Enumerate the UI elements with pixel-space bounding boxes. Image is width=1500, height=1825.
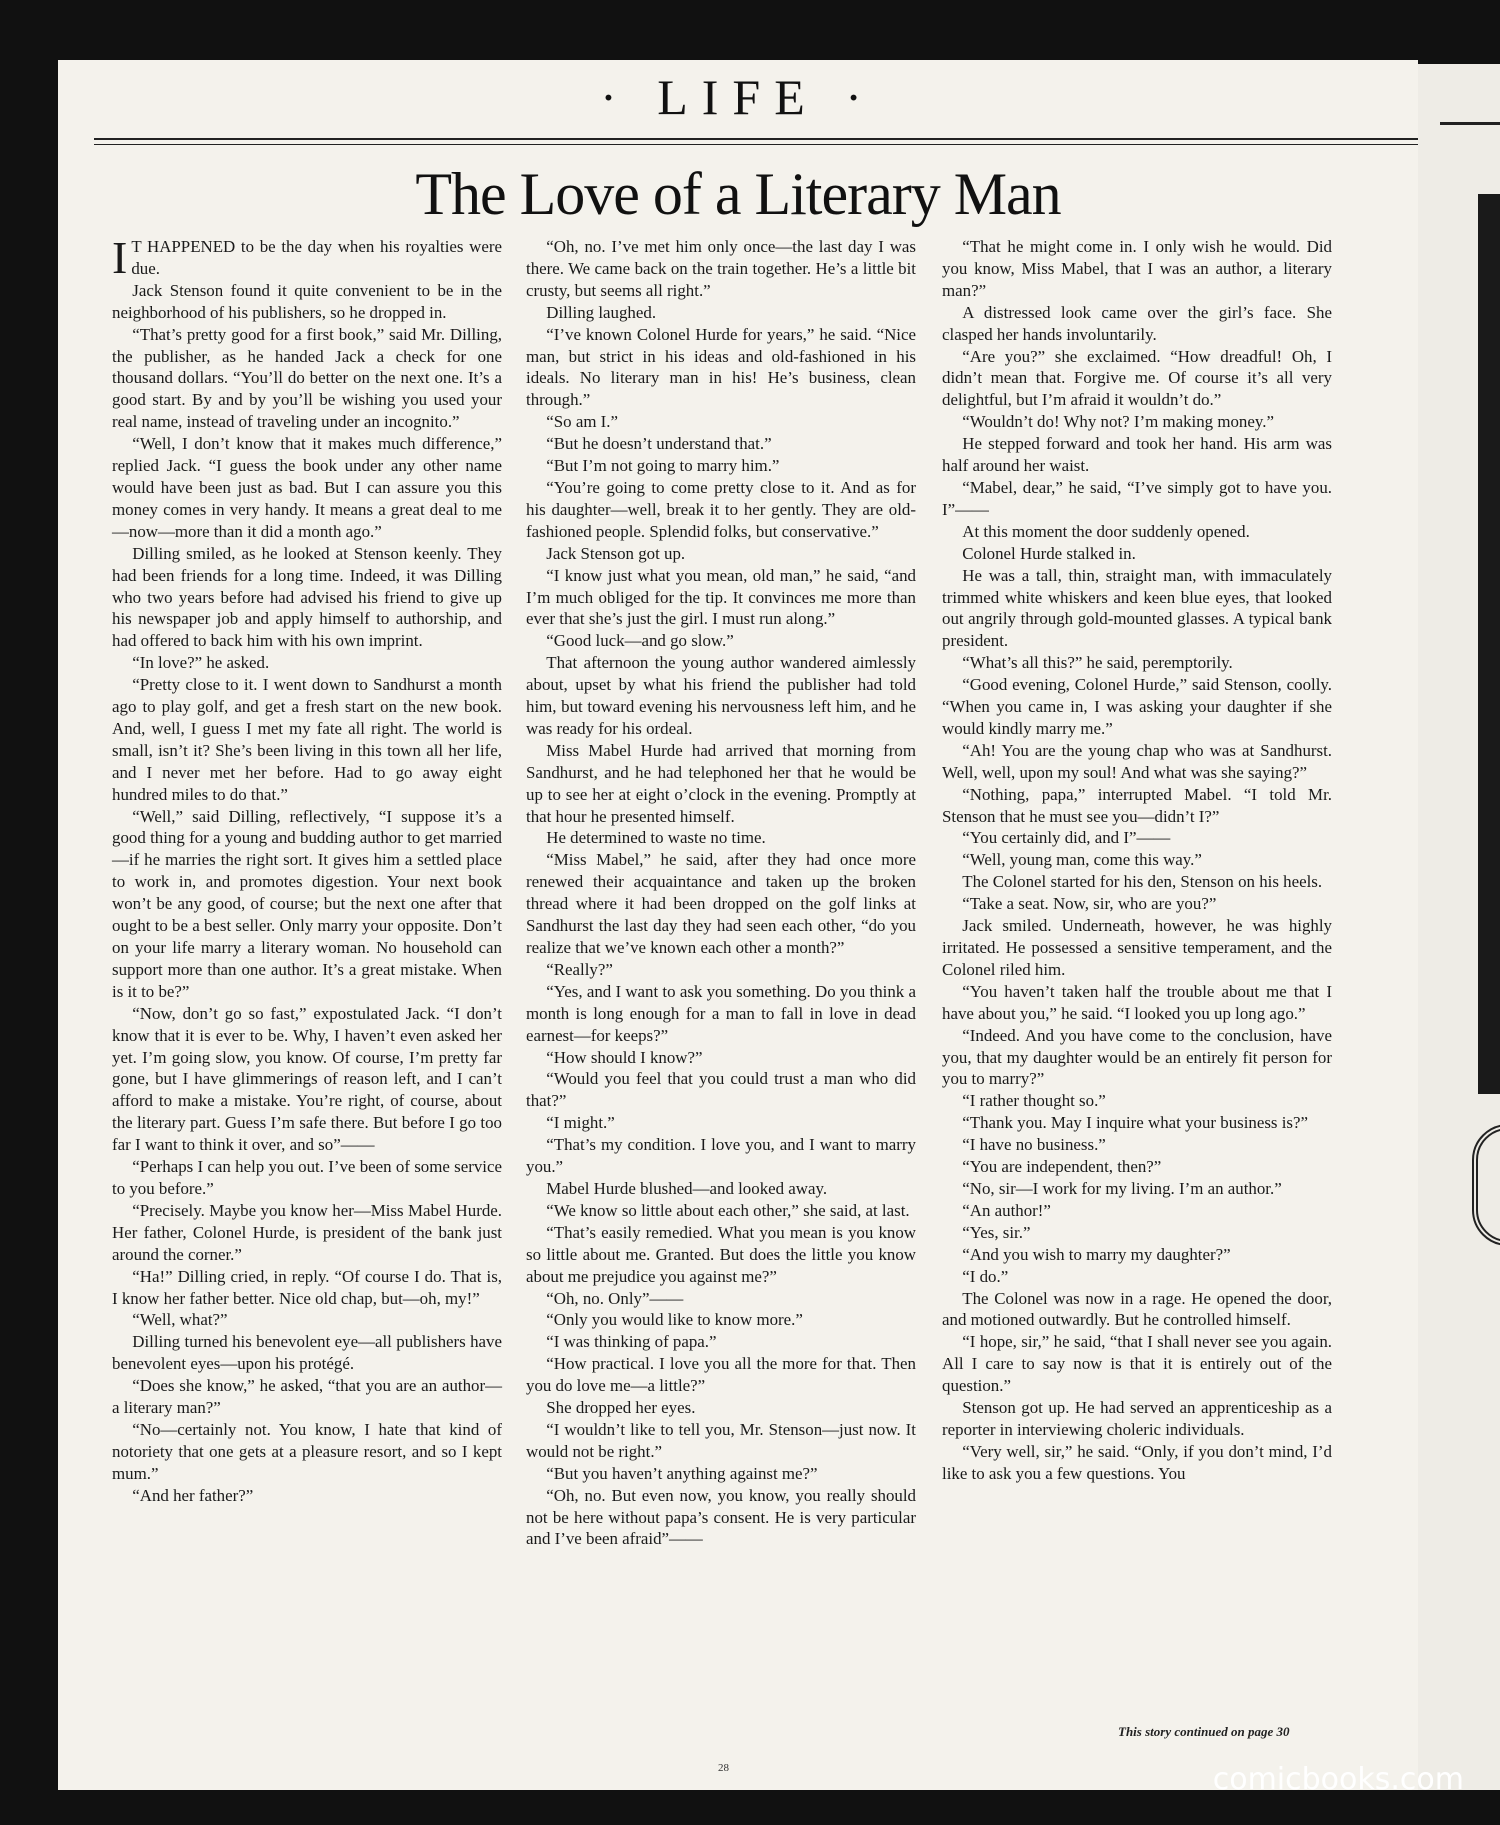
- paragraph: “So am I.”: [546, 412, 619, 432]
- paragraph: Stenson got up. He had served an apprenticeship as a reporter in interviewing choleric individuals.: [942, 1398, 1332, 1439]
- paragraph: “I wouldn’t like to tell you, Mr. Stenson—just now. It would not be right.”: [526, 1419, 916, 1461]
- paragraph: The Colonel started for his den, Stenson on his heels.: [962, 872, 1323, 892]
- paragraph: “Well, what?”: [132, 1310, 228, 1330]
- paragraph: “And you wish to marry my daughter?”: [962, 1244, 1231, 1264]
- masthead: · LIFE ·: [600, 69, 876, 125]
- paragraph: “Only you would like to know more.”: [546, 1310, 803, 1330]
- paragraph: “I might.”: [546, 1113, 615, 1133]
- paragraph: “I’ve known Colonel Hurde for years,” he said. “Nice man, but strict in his ideas and old-fashioned in his ideals. No literary man in his! He’s business, clean through.”: [526, 324, 916, 410]
- paragraph: “That he might come in. I only wish he would. Did you know, Miss Mabel, that I was an author, a literary man?”: [942, 237, 1332, 300]
- paragraph: “You certainly did, and I”——: [962, 828, 1171, 848]
- paragraph: “In love?” he asked.: [132, 653, 270, 673]
- paragraph: “No—certainly not. You know, I hate that kind of notoriety that one gets at a pleasure resort, and so I kept mum.”: [112, 1419, 502, 1483]
- paragraph: “That’s easily remedied. What you mean is you know so little about me. Granted. But does the little you know about me prejudice you against me?”: [526, 1222, 916, 1286]
- paragraph: “I rather thought so.”: [962, 1091, 1106, 1111]
- paragraph: “Precisely. Maybe you know her—Miss Mabel Hurde. Her father, Colonel Hurde, is president of the bank just around the corner.”: [112, 1200, 502, 1264]
- paragraph: Jack Stenson got up.: [546, 543, 686, 563]
- paragraph: “I do.”: [962, 1266, 1009, 1286]
- header-rule: [94, 138, 1418, 140]
- paragraph: Dilling turned his benevolent eye—all publishers have benevolent eyes—upon his protégé.: [112, 1332, 502, 1374]
- paragraph: “But he doesn’t understand that.”: [546, 434, 772, 454]
- paragraph: “I know just what you mean, old man,” he said, “and I’m much obliged for the tip. It convinces me more than ever that she’s just the girl. I must run along.”: [526, 565, 916, 629]
- paragraph: “Thank you. May I inquire what your business is?”: [962, 1113, 1308, 1133]
- paragraph: “But you haven’t anything against me?”: [546, 1463, 818, 1483]
- paragraph: “How practical. I love you all the more for that. Then you do love me—a little?”: [526, 1354, 916, 1396]
- paragraph: “Very well, sir,” he said. “Only, if you don’t mind, I’d like to ask you a few questions. You: [942, 1441, 1332, 1483]
- paragraph: “That’s pretty good for a first book,” said Mr. Dilling, the publisher, as he handed Jack a check for one thousand dollars. “You’ll do better on the next one. It’s a good start. By and by you’ll be wishing you used your real name, instead of traveling under an incognito.”: [112, 324, 502, 432]
- paragraph: “Well,” said Dilling, reflectively, “I suppose it’s a good thing for a young and budding author to get married—if he marries the right sort. It gives him a settled place to work in, and promotes digestion. Your next book won’t be any good, of course; but the next one after that ought to be a best seller. Only marry your opposite. Don’t on your life marry a literary woman. No household can support more than one author. It’s a great mistake. When is it to be?”: [112, 806, 502, 1001]
- paragraph: “I have no business.”: [962, 1135, 1106, 1155]
- paragraph: “You’re going to come pretty close to it. And as for his daughter—well, break it to her gently. They are old-fashioned people. Splendid folks, but conservative.”: [526, 477, 916, 541]
- paragraph: “I was thinking of papa.”: [546, 1332, 717, 1352]
- paragraph: “You are independent, then?”: [962, 1157, 1162, 1177]
- paragraph: “But I’m not going to marry him.”: [546, 456, 780, 476]
- paragraph: “Oh, no. But even now, you know, you really should not be here without papa’s consent. He is very particular and I’ve been afraid”——: [526, 1485, 916, 1549]
- paragraph: He was a tall, thin, straight man, with immaculately trimmed white whiskers and keen blue eyes, that looked out angrily through gold-mounted glasses. A typical bank president.: [942, 565, 1332, 651]
- paragraph: “You haven’t taken half the trouble about me that I have about you,” he said. “I looked you up long ago.”: [942, 981, 1332, 1023]
- paragraph: “Would you feel that you could trust a man who did that?”: [526, 1069, 916, 1111]
- paragraph: “Mabel, dear,” he said, “I’ve simply got to have you. I”——: [942, 477, 1332, 519]
- paragraph: Dilling smiled, as he looked at Stenson keenly. They had been friends for a long time. Indeed, it was Dilling who two years before had advised his friend to give up his newspaper job and apply himself to authorship, and had offered to back him with his own imprint.: [112, 543, 502, 651]
- drop-cap: I: [112, 232, 128, 283]
- column-1: [112, 232, 502, 1507]
- paragraph: “That’s my condition. I love you, and I want to marry you.”: [526, 1135, 916, 1177]
- paragraph: He determined to waste no time.: [546, 828, 766, 848]
- paragraph: Jack smiled. Underneath, however, he was highly irritated. He possessed a sensitive temperament, and the Colonel riled him.: [942, 916, 1332, 979]
- paragraph: Colonel Hurde stalked in.: [962, 543, 1136, 563]
- paragraph: T HAPPENED to be the day when his royalties were due.: [131, 237, 502, 278]
- paragraph: “We know so little about each other,” she said, at last.: [546, 1200, 910, 1220]
- continued-note: This story continued on page 30: [1118, 1724, 1290, 1739]
- header-rule-thin: [94, 144, 1418, 145]
- paragraph: “Perhaps I can help you out. I’ve been of some service to you before.”: [112, 1157, 502, 1198]
- paragraph: At this moment the door suddenly opened.: [962, 521, 1250, 541]
- paragraph: “Indeed. And you have come to the conclusion, have you, that my daughter would be an entirely fit person for you to marry?”: [942, 1025, 1332, 1089]
- paragraph: “Take a seat. Now, sir, who are you?”: [962, 894, 1217, 914]
- paragraph: “Now, don’t go so fast,” expostulated Jack. “I don’t know that it is ever to be. Why, I haven’t even asked her yet. I’m going slow, you know. Of course, I’m pretty far gone, but I have glimmerings of reason left, and I can’t afford to make a mistake. You’re right, of course, about the literary part. Guess I’m safe there. But before I go too far I want to think it over, and so”——: [112, 1003, 502, 1155]
- paragraph: “Are you?” she exclaimed. “How dreadful! Oh, I didn’t mean that. Forgive me. Of course it’s all very delightful, but I’m afraid it wouldn’t do.”: [942, 346, 1332, 410]
- paragraph: “Nothing, papa,” interrupted Mabel. “I told Mr. Stenson that he must see you—didn’t I?”: [942, 784, 1332, 826]
- paragraph: “Does she know,” he asked, “that you are an author—a literary man?”: [112, 1376, 502, 1418]
- paragraph: Jack Stenson found it quite convenient to be in the neighborhood of his publishers, so he dropped in.: [112, 280, 502, 322]
- adjacent-rule: [1440, 122, 1500, 125]
- paragraph: Miss Mabel Hurde had arrived that morning from Sandhurst, and he had telephoned her that he would be up to see her at eight o’clock in the evening. Promptly at that hour he presented himself.: [526, 740, 916, 826]
- paragraph: “Wouldn’t do! Why not? I’m making money.”: [962, 412, 1274, 432]
- paragraph: “Yes, and I want to ask you something. Do you think a month is long enough for a man to fall in love in dead earnest—for keeps?”: [526, 981, 916, 1045]
- paragraph: He stepped forward and took her hand. His arm was half around her waist.: [942, 434, 1332, 476]
- paragraph: “Good evening, Colonel Hurde,” said Stenson, coolly. “When you came in, I was asking your daughter if she would kindly marry me.”: [942, 675, 1332, 738]
- paragraph: The Colonel was now in a rage. He opened the door, and motioned outwardly. But he controlled himself.: [942, 1288, 1332, 1330]
- paragraph: “I hope, sir,” he said, “that I shall never see you again. All I care to say now is that it is entirely out of the question.”: [942, 1332, 1332, 1396]
- article-title: The Love of a Literary Man: [415, 161, 1061, 227]
- paragraph: “Really?”: [546, 959, 613, 979]
- page-number: 28: [718, 1762, 729, 1774]
- paragraph: “Oh, no. Only”——: [546, 1288, 684, 1308]
- adjacent-ornament: [1472, 1124, 1500, 1246]
- paragraph: “Ah! You are the young chap who was at Sandhurst. Well, well, upon my soul! And what was she saying?”: [942, 740, 1332, 782]
- column-3: [942, 236, 1332, 1485]
- paragraph: “An author!”: [962, 1200, 1051, 1220]
- paragraph: “Pretty close to it. I went down to Sandhurst a month ago to play golf, and get a fresh start on the new book. And, well, I guess I met my fate all right. The world is small, isn’t it? She’s been living in this town all her life, and I never met her before. Had to go away eight hundred miles to do that.”: [112, 675, 502, 804]
- paragraph: Mabel Hurde blushed—and looked away.: [546, 1178, 828, 1198]
- adjacent-page-edge: [1418, 64, 1500, 1790]
- paragraph: A distressed look came over the girl’s face. She clasped her hands involuntarily.: [942, 302, 1332, 344]
- paragraph: “Well, young man, come this way.”: [962, 850, 1202, 870]
- paragraph: “How should I know?”: [546, 1047, 703, 1067]
- paragraph: “And her father?”: [132, 1485, 254, 1505]
- paragraph: That afternoon the young author wandered aimlessly about, upset by what his friend the publisher had told him, but toward evening his nervousness left him, and he was ready for his ordeal.: [526, 653, 916, 738]
- paragraph: “Ha!” Dilling cried, in reply. “Of course I do. That is, I know her father better. Nice old chap, but—oh, my!”: [112, 1266, 502, 1308]
- watermark: comicbooks.com: [1212, 1762, 1464, 1797]
- paragraph: She dropped her eyes.: [546, 1398, 696, 1418]
- adjacent-illustration: [1478, 194, 1500, 1094]
- paragraph: “Miss Mabel,” he said, after they had once more renewed their acquaintance and taken up the broken thread where it had been dropped on the golf links at Sandhurst the last day they had seen each other, “do you realize that we’ve known each other a month?”: [526, 850, 916, 957]
- paragraph: “No, sir—I work for my living. I’m an author.”: [962, 1178, 1282, 1198]
- paragraph: “What’s all this?” he said, peremptorily.: [962, 653, 1233, 673]
- paragraph: “Well, I don’t know that it makes much difference,” replied Jack. “I guess the book under any other name would have been just as bad. But I can assure you this money comes in very handy. It means a great deal to me—now—more than it did a month ago.”: [112, 434, 502, 541]
- paragraph: “Yes, sir.”: [962, 1222, 1031, 1242]
- column-2: [526, 236, 916, 1550]
- paragraph: Dilling laughed.: [546, 302, 657, 322]
- paragraph: “Oh, no. I’ve met him only once—the last day I was there. We came back on the train together. He’s a little bit crusty, but seems all right.”: [526, 237, 916, 300]
- paragraph: “Good luck—and go slow.”: [546, 631, 734, 651]
- magazine-page: [58, 60, 1418, 1790]
